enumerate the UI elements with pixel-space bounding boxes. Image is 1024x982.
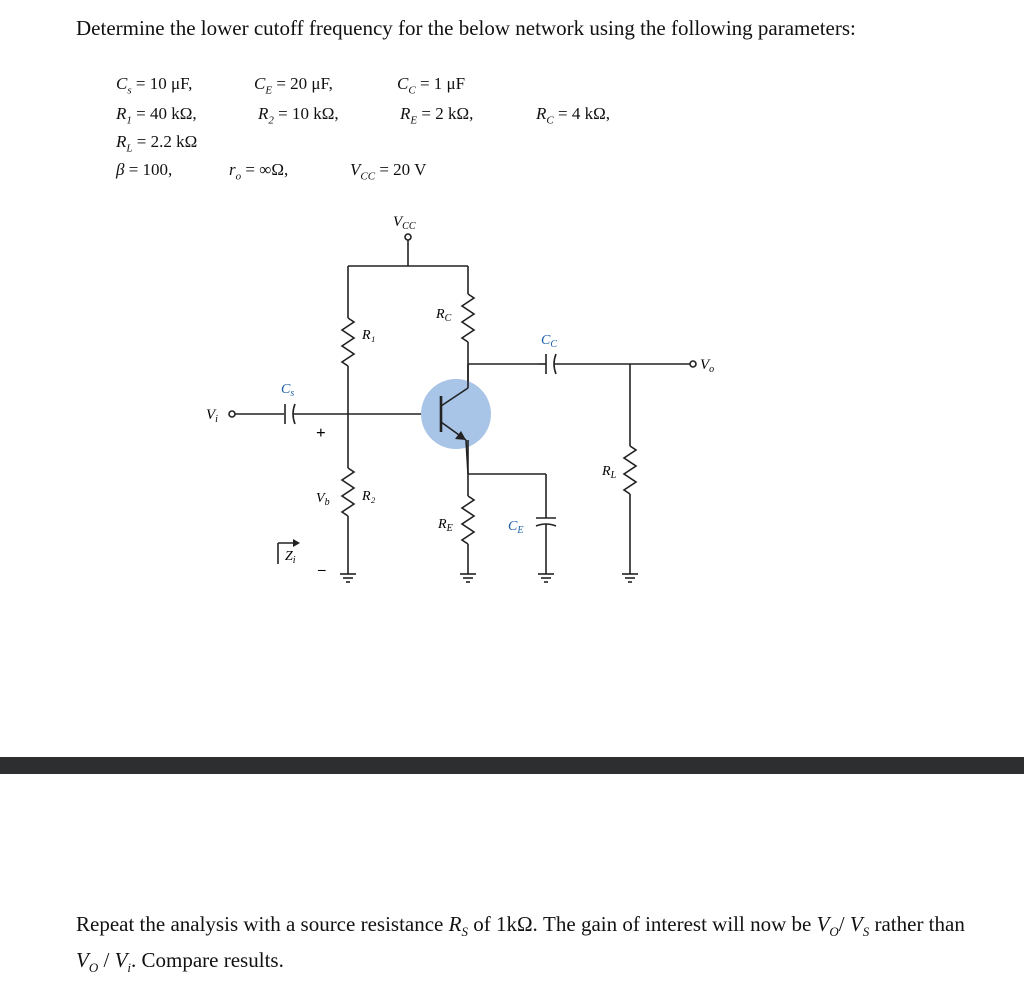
vo-label: $V_o$ <box>700 357 715 375</box>
rl-resistor <box>624 446 636 494</box>
re-resistor <box>462 496 474 544</box>
vb-label: $V_b$ <box>316 491 330 508</box>
r2-resistor <box>342 468 354 516</box>
zi-label: $Z_i$ <box>285 549 296 566</box>
rc-label: $R_C$ <box>436 307 452 324</box>
vcc-label: $V_{CC}$ <box>393 214 416 232</box>
cc-label: $C_C$ <box>541 333 558 350</box>
section-divider <box>0 757 1024 774</box>
cs-label: $C_s$ <box>281 382 295 399</box>
ground-symbols <box>340 574 638 582</box>
zi-arrow <box>293 539 300 547</box>
param-vcc: $V_{CC} = 20$ V <box>350 160 427 183</box>
param-cs: $C_s = 10$ μF, <box>116 74 193 97</box>
param-re: $R_E = 2$ kΩ, <box>400 104 474 127</box>
vi-terminal <box>229 411 235 417</box>
minus-sign: – <box>318 562 326 578</box>
question-text: Determine the lower cutoff frequency for the below network using the following parameters: <box>76 16 856 40</box>
vi-label: $V_i$ <box>206 407 218 425</box>
rl-label: $R_L$ <box>602 464 617 481</box>
r1-label: R₁ <box>362 328 376 343</box>
r2-label: R₂ <box>362 489 376 504</box>
vcc-terminal <box>405 234 411 240</box>
param-beta: β = 100, <box>116 160 173 179</box>
re-label: $R_E$ <box>438 517 453 534</box>
repeat-question-text: Repeat the analysis with a source resistance $R_S$ of 1kΩ. The gain of interest will now be $V_O/$ $V_S$ rather than $V_O / V_i$. Compare results. <box>76 912 965 976</box>
param-r2: $R_2 = 10$ kΩ, <box>258 104 339 127</box>
param-cc: $C_C = 1$ μF <box>397 74 466 97</box>
r1-resistor <box>342 318 354 366</box>
ce-label: $C_E$ <box>508 519 524 536</box>
plus-sign: + <box>316 423 326 442</box>
param-ro: $r_o = \infty\Omega$, <box>229 160 289 183</box>
vo-terminal <box>690 361 696 367</box>
param-rl: $R_L = 2.2$ kΩ <box>116 132 198 155</box>
param-rc: $R_C = 4$ kΩ, <box>536 104 610 127</box>
param-r1: $R_1 = 40$ kΩ, <box>116 104 197 127</box>
rc-resistor <box>462 294 474 342</box>
param-ce: $C_E = 20$ μF, <box>254 74 333 97</box>
